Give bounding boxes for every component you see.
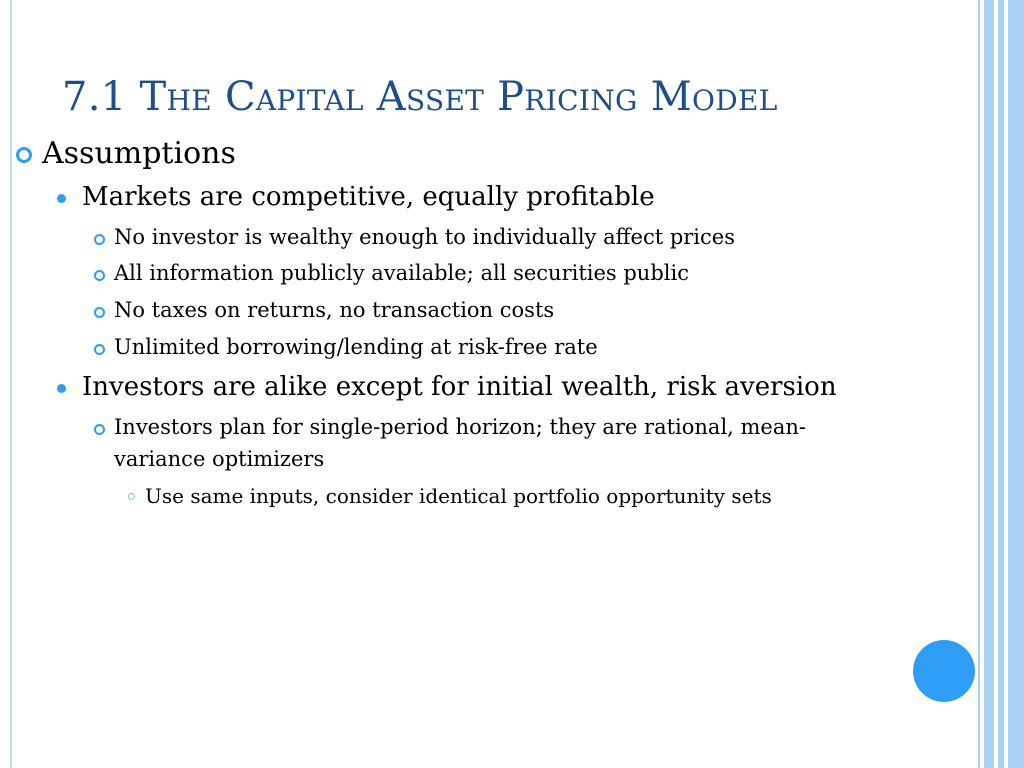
dot-bullet-icon: [57, 194, 66, 203]
ring-bullet-icon: [16, 147, 32, 163]
slide-title: 7.1 The Capital Asset Pricing Model: [62, 74, 778, 120]
ring-bullet-icon: [94, 234, 105, 245]
sub-bullet-line1: Investors plan for single-period horizon; they are rational, mean-: [114, 415, 807, 439]
stripe: [1008, 0, 1024, 768]
ring-bullet-icon: [94, 307, 105, 318]
ring-bullet-icon: [94, 424, 105, 435]
left-border-line: [10, 0, 12, 768]
sub-bullet-line2: variance optimizers: [114, 447, 325, 471]
ring-bullet-icon: [94, 270, 105, 281]
dot-bullet-icon: [57, 384, 66, 393]
sub-bullet: Unlimited borrowing/lending at risk-free rate: [114, 335, 598, 359]
right-decorative-stripes: [978, 0, 1024, 768]
stripe: [978, 0, 980, 768]
stripe: [998, 0, 1004, 768]
ring-bullet-icon: [128, 493, 135, 500]
sub-bullet: No investor is wealthy enough to individually affect prices: [114, 225, 735, 249]
ring-bullet-icon: [94, 344, 105, 355]
bullet-investors: Investors are alike except for initial wealth, risk aversion: [82, 372, 837, 402]
sub-bullet: All information publicly available; all securities public: [114, 261, 689, 285]
sub-bullet: No taxes on returns, no transaction costs: [114, 298, 555, 322]
sub-sub-bullet: Use same inputs, consider identical portfolio opportunity sets: [145, 484, 772, 508]
stripe: [984, 0, 994, 768]
decorative-circle: [913, 640, 975, 702]
heading-assumptions: Assumptions: [42, 136, 236, 171]
bullet-markets: Markets are competitive, equally profitable: [82, 182, 655, 212]
